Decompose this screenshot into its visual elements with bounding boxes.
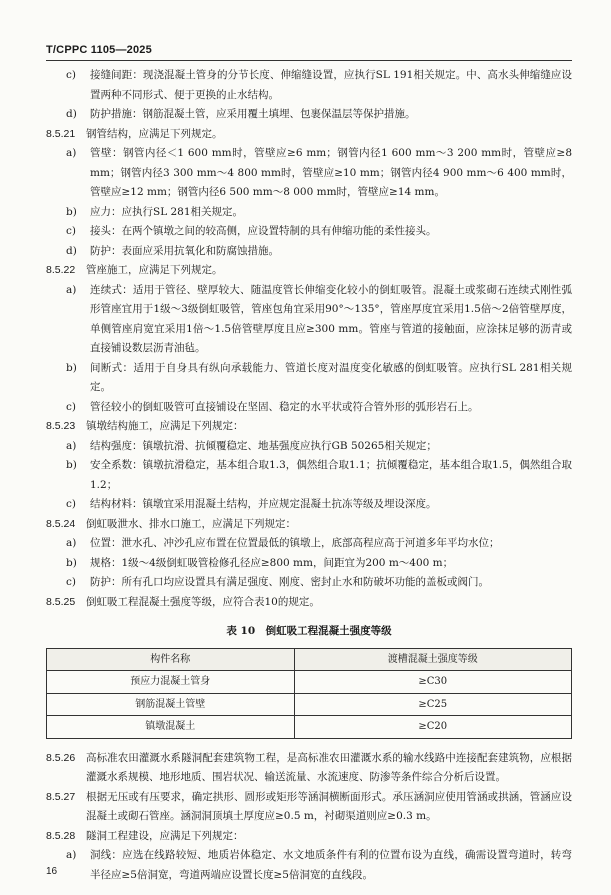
clause-item	[46, 573, 572, 593]
clause-number: 8.5.27	[46, 790, 76, 803]
item-label: c)	[66, 69, 76, 81]
clause-text: 高标准农田灌溉水系隧洞配套建筑物工程，是高标准农田灌溉水系的输水线路中连接配套建筑物，应根据灌溉水系规模、地形地质、围岩状况、输送流量、水流速度、防渗等条件综合分析后设置。	[86, 751, 572, 783]
clause-number: 8.5.21	[46, 127, 76, 140]
item-label: a)	[66, 283, 77, 296]
clause-item	[46, 359, 572, 398]
clause-item	[46, 554, 572, 574]
clause-item	[46, 437, 572, 457]
clause-text: 接缝间距：现浇混凝土管身的分节长度、伸缩缝设置，应执行SL 191相关规定。中、高水头伸缩缝应设置两种不同形式、便于更换的止水结构。	[90, 69, 572, 101]
document-code: T/CPPC 1105—2025	[46, 44, 152, 56]
item-label: a)	[66, 849, 77, 861]
item-label: d)	[66, 108, 77, 120]
item-label: c)	[66, 225, 76, 237]
table-row	[47, 716, 572, 739]
clause-text: 管壁：钢管内径＜1 600 mm时，管壁应≥6 mm；钢管内径1 600 mm～3 200 mm时，管壁应≥8 mm；钢管内径3 300 mm～4 800 mm时，管壁应≥10 mm；钢管内径4 900 mm～6 400 mm时，管壁应≥12 mm；钢管内径6 500 mm～8 000 mm时，管壁应≥14 mm。	[90, 147, 572, 198]
clause-number: 8.5.24	[46, 517, 76, 530]
clause	[46, 593, 572, 613]
clause-text: 接头：在两个镇墩之间的较高侧，应设置特制的具有伸缩功能的柔性接头。	[90, 225, 437, 237]
column-header-component: 构件名称	[47, 648, 295, 671]
clause-text: 隧洞工程建设，应满足下列规定：	[86, 829, 244, 842]
clause-text: 应力：应执行SL 281相关规定。	[90, 205, 244, 218]
page-content	[46, 66, 572, 885]
clause	[46, 827, 572, 847]
item-label: a)	[66, 537, 77, 549]
table-cell: ≥C30	[294, 671, 571, 694]
item-label: b)	[66, 205, 77, 218]
clause-text: 镇墩结构施工，应满足下列规定：	[86, 420, 244, 432]
clause-item	[46, 846, 572, 885]
clause-item	[46, 222, 572, 242]
clause	[46, 749, 572, 788]
clause-number: 8.5.26	[46, 751, 76, 764]
item-label: b)	[66, 556, 77, 569]
clause-text: 洞线：应选在线路较短、地质岩体稳定、水文地质条件有利的位置布设为直线，确需设置弯道时，转弯半径应≥5倍洞宽，弯道两端应设置长度≥5倍洞宽的直线段。	[90, 849, 572, 881]
item-label: a)	[66, 147, 77, 159]
clause-item	[46, 203, 572, 223]
strength-grade-table	[46, 648, 572, 739]
table-cell: 预应力混凝土管身	[47, 671, 295, 694]
clause-number: 8.5.25	[46, 595, 76, 608]
clause	[46, 261, 572, 281]
clause-item	[46, 495, 572, 515]
clause-number: 8.5.23	[46, 420, 76, 432]
clause-text: 防护措施：钢筋混凝土管，应采用覆土填埋、包裹保温层等保护措施。	[90, 108, 416, 120]
table-cell: 镇墩混凝土	[47, 716, 295, 739]
clause-text: 位置：泄水孔、冲沙孔应布置在位置最低的镇墩上，底部高程应高于河道多年平均水位；	[90, 537, 500, 549]
table-header-row	[47, 648, 572, 671]
column-header-grade: 渡槽混凝土强度等级	[294, 648, 571, 671]
clause-number: 8.5.28	[46, 829, 76, 842]
clause-text: 管径较小的倒虹吸管可直接铺设在坚固、稳定的水平状或符合管外形的弧形岩石上。	[90, 400, 479, 413]
clause	[46, 788, 572, 827]
clause	[46, 125, 572, 145]
clause-text: 倒虹吸泄水、排水口施工，应满足下列规定：	[86, 517, 296, 530]
clause-text: 连续式：适用于管径、壁厚较大、随温度管长伸缩变化较小的倒虹吸管。混凝土或浆砌石连续式刚性弧形管座宜用于1级～3级倒虹吸管，管座包角宜采用90°～135°，管座厚度宜采用1.5倍～2倍管壁厚度，单侧管座肩宽宜采用1倍～1.5倍管壁厚度且应≥300 mm。管座与管道的接触面，应涂抹足够的沥青或直接铺设数层沥青油毡。	[90, 283, 572, 354]
clause-item	[46, 144, 572, 203]
table-cell: ≥C20	[294, 716, 571, 739]
clauses-section-b	[46, 749, 572, 886]
clause-item	[46, 105, 572, 125]
clause-text: 间断式：适用于自身具有纵向承载能力、管道长度对温度变化敏感的倒虹吸管。应执行SL 281相关规定。	[90, 361, 572, 393]
table-cell: ≥C25	[294, 693, 571, 716]
clause	[46, 417, 572, 437]
clause-text: 规格：1级～4级倒虹吸管检修孔径应≥800 mm，间距宜为200 m～400 m；	[90, 556, 454, 569]
item-label: c)	[66, 576, 76, 588]
clause-text: 结构材料：镇墩宜采用混凝土结构，并应规定混凝土抗冻等级及埋设深度。	[90, 498, 437, 510]
header-rule	[46, 60, 572, 61]
clause-text: 钢管结构，应满足下列规定。	[86, 127, 223, 140]
item-label: b)	[66, 459, 77, 471]
item-label: d)	[66, 244, 77, 257]
clause-item	[46, 534, 572, 554]
item-label: a)	[66, 439, 77, 452]
clause-text: 根据无压或有压要求，确定拱形、圆形或矩形等涵洞横断面形式。承压涵洞应使用管涵或拱涵，管涵应设混凝土或砌石管座。涵洞洞顶填土厚度应≥0.5 m，衬砌渠道则应≥0.3 m。	[86, 790, 572, 822]
clause-text: 倒虹吸工程混凝土强度等级，应符合表10的规定。	[86, 595, 320, 608]
clause-item	[46, 456, 572, 495]
clause-item	[46, 66, 572, 105]
item-label: c)	[66, 498, 76, 510]
table-cell: 钢筋混凝土管壁	[47, 693, 295, 716]
page-number: 16	[46, 866, 58, 877]
item-label: b)	[66, 361, 77, 374]
table-row	[47, 693, 572, 716]
clause	[46, 515, 572, 535]
clause-item	[46, 398, 572, 418]
clause-text: 防护：所有孔口均应设置具有满足强度、刚度、密封止水和防破坏功能的盖板或阀门。	[90, 576, 489, 588]
clause-text: 结构强度：镇墩抗滑、抗倾覆稳定、地基强度应执行GB 50265相关规定；	[90, 439, 437, 452]
clause-text: 管座施工，应满足下列规定。	[86, 264, 223, 276]
clause-text: 防护：表面应采用抗氧化和防腐蚀措施。	[90, 244, 279, 257]
clause-item	[46, 281, 572, 359]
item-label: c)	[66, 400, 76, 413]
clause-item	[46, 242, 572, 262]
clause-number: 8.5.22	[46, 264, 76, 276]
clauses-section-a	[46, 66, 572, 612]
table-row	[47, 671, 572, 694]
clause-text: 安全系数：镇墩抗滑稳定，基本组合取1.3，偶然组合取1.1；抗倾覆稳定，基本组合取1.5，偶然组合取1.2；	[90, 459, 572, 491]
table-caption: 表 10 倒虹吸工程混凝土强度等级	[226, 625, 392, 637]
